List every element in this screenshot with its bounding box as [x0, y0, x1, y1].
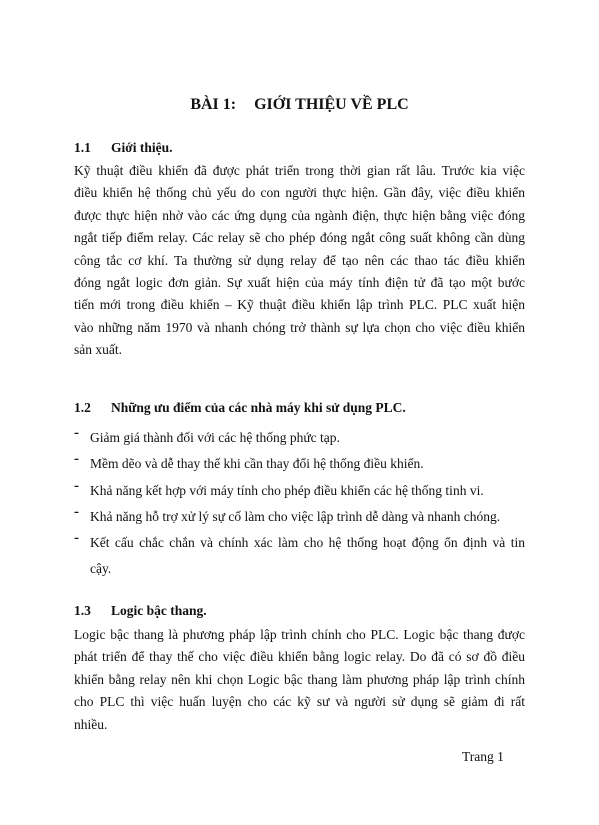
- paragraph-line: đóng ngắt logic đơn giản. Sự xuất hiện của máy tính điện tử đã tạo một bước: [74, 274, 525, 290]
- bullet-dash: -: [74, 477, 79, 494]
- section-heading-1-1: [74, 140, 172, 156]
- advantages-list: [74, 425, 525, 583]
- paragraph-line: điều khiển hệ thống chủ yếu do con người thực hiện. Gần đây, việc điều khiển: [74, 185, 525, 201]
- bullet-dash: -: [74, 503, 79, 520]
- paragraph-line: sản xuất.: [74, 342, 122, 358]
- list-item-text: cậy.: [90, 561, 112, 577]
- paragraph-introduction: [74, 160, 525, 362]
- lesson-number: BÀI 1:: [190, 96, 237, 113]
- bullet-dash: -: [74, 530, 79, 547]
- list-item: [74, 478, 525, 504]
- paragraph-line: khiển bằng relay nên khi chọn Logic bậc thang làm phương pháp lập trình chính: [74, 671, 525, 687]
- paragraph-line: cho PLC thì việc huấn luyện cho các kỹ sư và người sử dụng sẽ giảm đi rất: [74, 694, 525, 710]
- section-heading-1-2: [74, 400, 406, 416]
- bullet-dash: -: [74, 451, 79, 468]
- section-heading-1-3: [74, 603, 207, 619]
- paragraph-line: Logic bậc thang là phương pháp lập trình chính cho PLC. Logic bậc thang được: [74, 627, 525, 642]
- lesson-title-text: GIỚI THIỆU VỀ PLC: [254, 96, 409, 113]
- paragraph-line: tiến mới trong điều khiển – Kỹ thuật điều khiển lập trình PLC. PLC xuất hiện: [74, 297, 525, 313]
- section-title: Logic bậc thang.: [111, 603, 207, 618]
- paragraph-ladder-logic: [74, 624, 525, 736]
- list-item-text: Khả năng kết hợp với máy tính cho phép điều khiển các hệ thống tinh vi.: [90, 482, 484, 498]
- bullet-dash: -: [74, 425, 79, 441]
- list-item: [74, 425, 525, 451]
- list-item: [74, 504, 525, 530]
- section-title: Giới thiệu.: [111, 140, 173, 155]
- section-number: 1.2: [74, 400, 91, 415]
- section-number: 1.3: [74, 603, 91, 618]
- paragraph-line: nhiều.: [74, 716, 108, 732]
- paragraph-line: Kỹ thuật điều khiển đã được phát triển trong thời gian rất lâu. Trước kia việc: [74, 163, 525, 178]
- section-number: 1.1: [74, 140, 91, 155]
- page-number: Trang 1: [462, 749, 504, 764]
- paragraph-line: công tắc cơ khí. Ta thường sử dụng relay để tạo nên các thao tác điều khiển: [74, 252, 525, 268]
- list-item: [74, 530, 525, 583]
- paragraph-line: phát triển để thay thế cho việc điều khiển bằng logic relay. Do đã có sơ đồ điều: [74, 649, 525, 665]
- list-item-text: Mềm dẽo và dễ thay thế khi cần thay đổi hệ thống điều khiển.: [90, 456, 424, 472]
- list-item-text: Kết cấu chắc chắn và chính xác làm cho hệ thống hoạt động ổn định và tin: [90, 535, 525, 551]
- paragraph-line: vào những năm 1970 và nhanh chóng trở thành sự lựa chọn cho việc điều khiển: [74, 319, 525, 335]
- list-item: [74, 451, 525, 477]
- list-item-text: Giảm giá thành đối với các hệ thống phức tạp.: [90, 430, 340, 445]
- list-item-text: Khả năng hỗ trợ xử lý sự cố làm cho việc lập trình dễ dàng và nhanh chóng.: [90, 508, 501, 524]
- lesson-title: [0, 96, 599, 114]
- paragraph-line: ngắt tiếp điểm relay. Các relay sẽ cho phép đóng ngắt công suất không cần dùng: [74, 230, 525, 246]
- paragraph-line: được thực hiện nhờ vào các ứng dụng của ngành điện, thực hiện bằng việc đóng: [74, 207, 525, 223]
- section-title: Những ưu điểm của các nhà máy khi sử dụng PLC.: [111, 400, 406, 415]
